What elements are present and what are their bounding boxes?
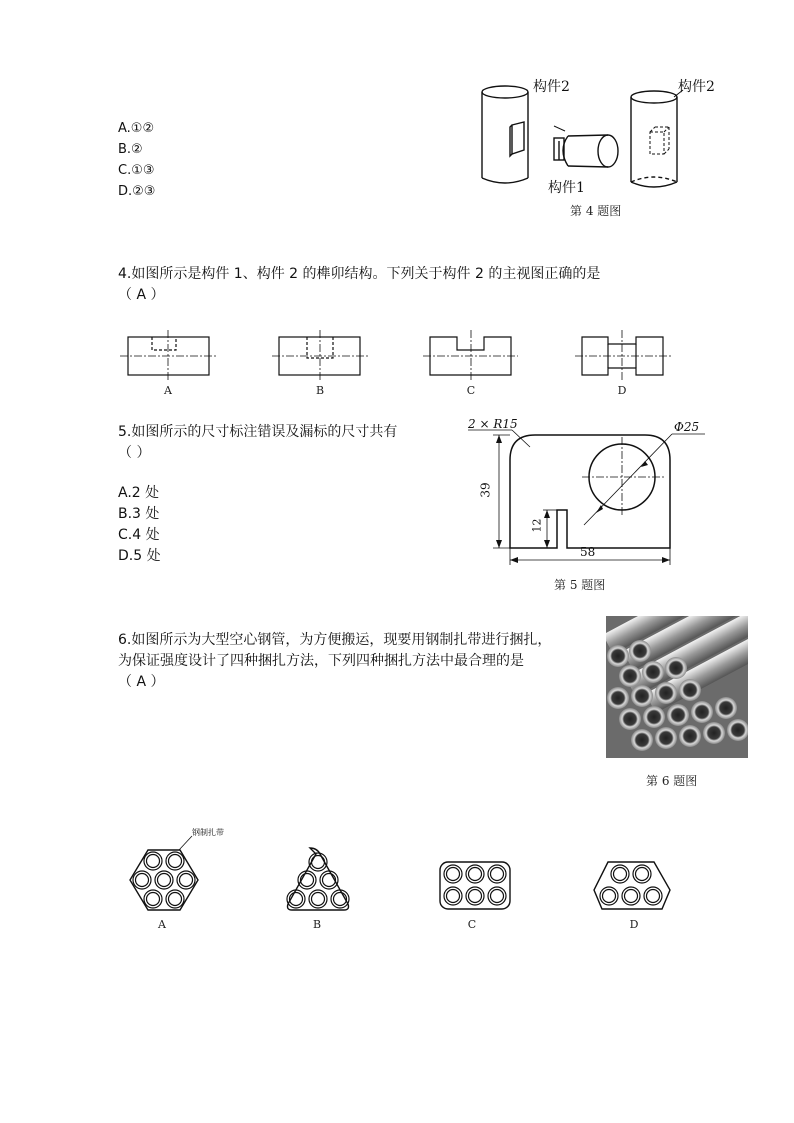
q4-choice-label-c: C xyxy=(466,384,476,397)
figure-6-caption: 第 6 题图 xyxy=(646,774,698,788)
q6-stem-line2: 为保证强度设计了四种捆扎方法，下列四种捆扎方法中最合理的是 xyxy=(118,653,524,669)
q3-options xyxy=(118,118,155,202)
q3-option-d: D.②③ xyxy=(118,184,156,199)
q5-stem-line2: （ ） xyxy=(118,445,151,461)
figure-5-radius-label: 2 × R15 xyxy=(468,417,518,431)
q3-option-a: A.①② xyxy=(118,121,155,136)
q5-option-c: C.4 处 xyxy=(118,527,160,543)
q4-choice-drawings xyxy=(120,330,680,390)
figure-5-slot-label: 12 xyxy=(530,518,544,533)
q4-choice-label-a: A xyxy=(164,384,172,397)
q5-options xyxy=(118,483,161,567)
figure-5-diameter-label: Φ25 xyxy=(674,420,700,434)
q6-choice-label-c: C xyxy=(467,918,477,931)
q6-stem-line1: 6.如图所示为大型空心钢管，为方便搬运，现要用钢制扎带进行捆扎， xyxy=(118,632,552,648)
q6-choice-label-a: A xyxy=(158,918,166,931)
figure-5-height-label: 39 xyxy=(478,482,493,498)
q5-option-b: B.3 处 xyxy=(118,506,160,522)
figure-5-caption: 第 5 题图 xyxy=(554,578,606,592)
figure-4-caption: 第 4 题图 xyxy=(570,204,622,218)
q5-option-a: A.2 处 xyxy=(118,485,160,501)
q3-option-b: B.② xyxy=(118,142,143,157)
q4-choice-label-b: B xyxy=(315,384,325,397)
figure-4-label-part1: 构件1 xyxy=(548,180,585,196)
q6-choice-label-d: D xyxy=(629,918,639,931)
q4-stem-line2: （ A ） xyxy=(118,287,165,303)
q4-stem-line1: 4.如图所示是构件 1、构件 2 的榫卯结构。下列关于构件 2 的主视图正确的是 xyxy=(118,266,601,282)
q6-choice-label-b: B xyxy=(312,918,322,931)
q6-stem-line3: （ A ） xyxy=(118,674,165,690)
q4-choice-label-d: D xyxy=(617,384,627,397)
strap-label: 钢制扎带 xyxy=(192,828,224,837)
q3-option-c: C.①③ xyxy=(118,163,155,178)
q5-stem-line1: 5.如图所示的尺寸标注错误及漏标的尺寸共有 xyxy=(118,424,398,440)
figure-4-label-part2-left: 构件2 xyxy=(533,79,570,95)
figure-4-label-part2-right: 构件2 xyxy=(678,79,715,95)
figure-5-width-label: 58 xyxy=(580,545,596,559)
q6-bundle-drawings xyxy=(120,830,680,920)
q5-option-d: D.5 处 xyxy=(118,548,161,564)
steel-pipes-photo xyxy=(606,616,748,758)
